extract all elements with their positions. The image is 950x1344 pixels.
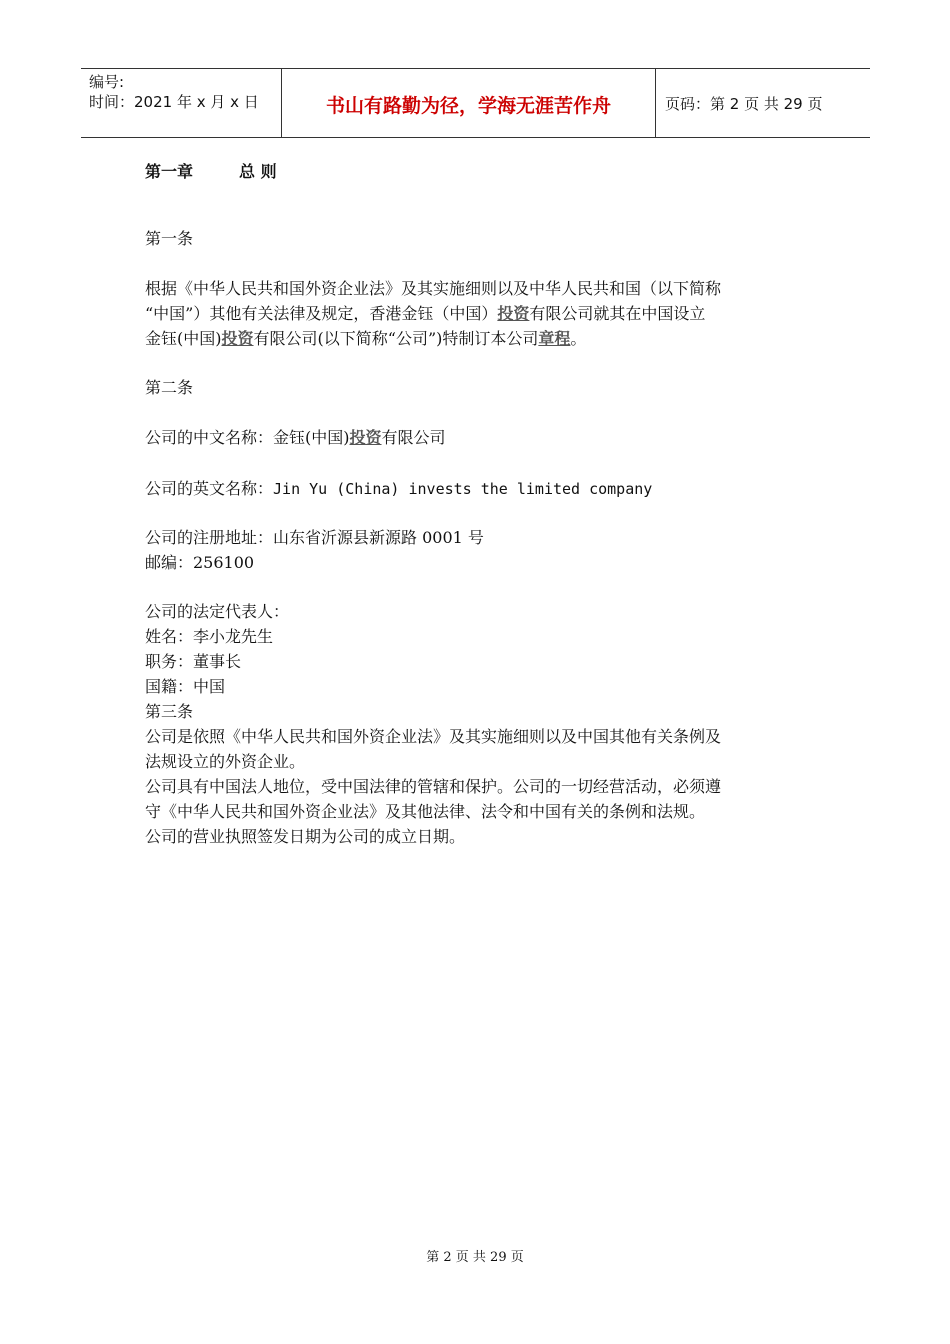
article-1-line-2: [145, 301, 705, 326]
representative-role: 职务：董事长: [145, 652, 242, 671]
header-meta-cell: [81, 69, 281, 137]
article-1-line-1: 根据《中华人民共和国外资企业法》及其实施细则以及中华人民共和国（以下简称: [145, 279, 722, 298]
investment-link[interactable]: 投资: [349, 428, 382, 447]
text-segment: 有限公司: [381, 428, 446, 447]
investment-link[interactable]: 投资: [497, 304, 530, 323]
text-segment: 有限公司就其在中国设立: [529, 304, 706, 323]
article-3-line-5: 公司的营业执照签发日期为公司的成立日期。: [145, 827, 466, 846]
header-page-info: 页码：第 2 页 共 29 页: [665, 95, 823, 113]
charter-link[interactable]: 章程: [538, 329, 571, 348]
text-segment: 公司的英文名称：: [145, 479, 274, 498]
article-1-title: 第一条: [145, 229, 194, 248]
chapter-title: 总 则: [239, 162, 277, 181]
document-number-label: 编号:: [89, 73, 125, 91]
article-3-line-3: 公司具有中国法人地位，受中国法律的管辖和保护。公司的一切经营活动，必须遵: [145, 777, 722, 796]
investment-link[interactable]: 投资: [221, 329, 254, 348]
chapter-heading: [145, 159, 277, 184]
page-footer: 第 2 页 共 29 页: [426, 1250, 524, 1265]
article-3-line-1: 公司是依照《中华人民共和国外资企业法》及其实施细则以及中国其他有关条例及: [145, 727, 722, 746]
text-segment: 金钰(中国): [145, 329, 222, 348]
text-segment: “中国”）其他有关法律及规定，香港金钰（中国）: [145, 304, 498, 323]
company-postcode: 邮编：256100: [145, 553, 255, 572]
document-time-label: 时间：2021 年 x 月 x 日: [89, 93, 259, 111]
article-3-line-2: 法规设立的外资企业。: [145, 752, 306, 771]
article-3-line-4: 守《中华人民共和国外资企业法》及其他法律、法令和中国有关的条例和法规。: [145, 802, 706, 821]
article-1-line-3: [145, 326, 586, 351]
company-chinese-name: [145, 425, 446, 450]
chapter-number: 第一章: [145, 162, 194, 181]
company-english-name: [145, 476, 652, 502]
document-header: [81, 68, 870, 138]
header-motto-cell: [281, 69, 656, 137]
article-2-title: 第二条: [145, 378, 194, 397]
english-name-value: Jin Yu (China) invests the limited company: [273, 480, 653, 498]
text-segment: 公司的中文名称：金钰(中国): [145, 428, 350, 447]
article-3-title: 第三条: [145, 702, 194, 721]
text-segment: 有限公司(以下简称“公司”)特制订本公司: [253, 329, 539, 348]
representative-name: 姓名：李小龙先生: [145, 627, 274, 646]
legal-representative-label: 公司的法定代表人：: [145, 602, 290, 621]
company-address: 公司的注册地址：山东省沂源县新源路 0001 号: [145, 528, 484, 547]
header-page-cell: [655, 69, 870, 137]
header-motto: 书山有路勤为径，学海无涯苦作舟: [325, 95, 611, 117]
text-segment: 。: [570, 329, 587, 348]
representative-nationality: 国籍：中国: [145, 677, 226, 696]
